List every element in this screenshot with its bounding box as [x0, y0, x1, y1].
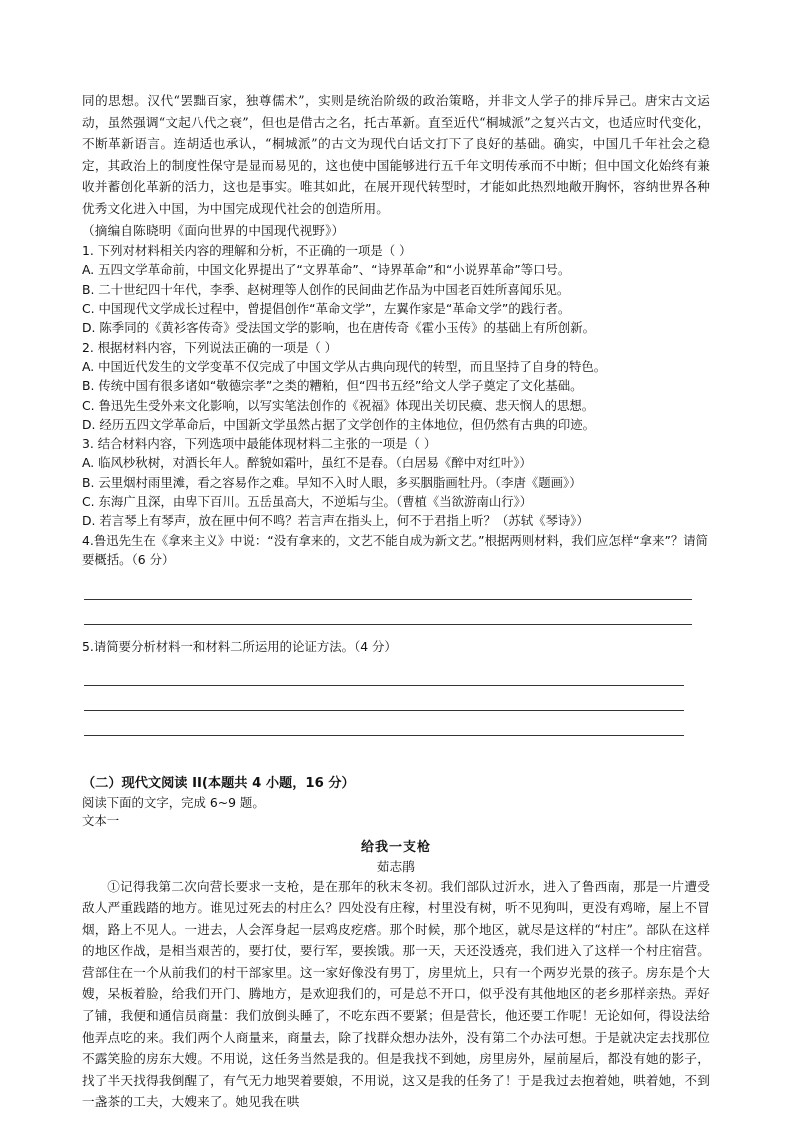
option-d: D. 陈季同的《黄衫客传奇》受法国文学的影响，也在唐传奇《霍小玉传》的基础上有所创新。	[82, 320, 596, 336]
question-2	[82, 338, 710, 434]
option-b: B. 二十世纪四十年代，李季、赵树理等人创作的民间曲艺作品为中国老百姓所喜闻乐见。	[82, 281, 570, 297]
passage-attribution: （摘编自陈晓明《面向世界的中国现代视野》）	[82, 222, 345, 238]
answer-lines-q4	[82, 575, 710, 625]
question-3	[82, 434, 710, 530]
passage-tail	[82, 90, 710, 241]
answer-line[interactable]	[84, 711, 684, 736]
question-5	[82, 637, 710, 656]
question-stem: 2. 根据材料内容，下列说法正确的一项是（ ）	[82, 339, 338, 355]
question-stem: 1. 下列对材料相关内容的理解和分析，不正确的一项是（ ）	[82, 243, 412, 259]
passage-tail-text: 同的思想。汉代“罢黜百家，独尊儒术”，实则是统治阶级的政治策略，并非文人学子的排斥异己。唐宋古文运动，虽然强调“文起八代之衰”，但也是借古之名，托古革新。直至近代“桐城派”之复兴古文，也适应时代变化，不断革新语言。连胡适也承认，“桐城派”的古文为现代白话文打下了良好的基础。确实，中国几千年社会之稳定，其政治上的制度性保守是显而易见的，这也使中国能够进行五千年文明传承而不中断；但中国文化始终有兼收并蓄创化革新的活力，这也是事实。唯其如此，在展开现代转型时，才能如此热烈地敞开胸怀，容纳世界各种优秀文化进入中国，为中国完成现代社会的创造所用。	[82, 93, 710, 216]
answer-line[interactable]	[84, 661, 684, 686]
article-paragraph: ①记得我第二次向营长要求一支枪，是在那年的秋末冬初。我们部队过沂水，进入了鲁西南，那是一片遭受敌人严重践踏的地方。谁见过死去的村庄么？四处没有庄稼，村里没有树，听不见狗叫，更没有鸡啼，屋上不冒烟，路上不见人。一进去，人会浑身起一层鸡皮疙瘩。那个时候，那个地区，就尽是这样的“村庄”。部队在这样的地区作战，是相当艰苦的，要打仗，要行军，要挨饿。那一天，天还没透亮，我们进入了这样一个村庄宿营。营部住在一个从前我们的村干部家里。这一家好像没有男丁，房里炕上，只有一个两岁光景的孩子。房东是个大嫂，呆板着脸，给我们开门、腾地方，是欢迎我们的，可是总不开口，似乎没有其他地区的老乡那样亲热。弄好了铺，我便和通信员商量：我们放倒头睡了，不吃东西不要紧；但是营长，他还要工作呢！无论如何，得设法给他弄点吃的来。我们两个人商量来，商量去，除了找群众想办法外，没有第二个办法可想。于是就决定去找那位不露笑脸的房东大嫂。不用说，这任务当然是我的。但是我找不到她，房里房外，屋前屋后，都没有她的影子，找了半天找得我倒醒了，有气无力地哭着要娘，不用说，这又是我的任务了！于是我过去抱着她，哄着她，不到一盏茶的工夫，大嫂来了。她见我在哄	[82, 878, 710, 1110]
question-1	[82, 241, 710, 337]
text-label: 文本一	[82, 812, 120, 828]
answer-line[interactable]	[84, 686, 684, 711]
section-title: （二）现代文阅读 II(本题共 4 小题，16 分）	[82, 775, 355, 791]
article-author: 茹志鹃	[376, 858, 416, 874]
option-a: A. 中国近代发生的文学变革不仅完成了中国文学从古典向现代的转型，而且坚持了自身的特色。	[82, 358, 607, 374]
article	[82, 838, 710, 1114]
section-instruction: 阅读下面的文字，完成 6~9 题。	[82, 794, 265, 810]
option-d: D. 若言琴上有琴声，放在匣中何不鸣？若言声在指头上，何不于君指上听？（苏轼《琴诗》）	[82, 513, 589, 529]
document-page	[82, 90, 710, 1113]
article-title: 给我一支枪	[360, 839, 431, 855]
question-stem: 5.请简要分析材料一和材料二所运用的论证方法。（4 分）	[82, 639, 397, 655]
option-b: B. 云里烟村雨里滩，看之容易作之难。早知不入时人眼，多买胭脂画牡丹。（李唐《题画》）	[82, 474, 582, 490]
answer-line[interactable]	[84, 600, 692, 625]
question-stem: 3. 结合材料内容，下列选项中最能体现材料二主张的一项是（ ）	[82, 436, 437, 452]
answer-line[interactable]	[84, 575, 692, 600]
option-b: B. 传统中国有很多诸如“敬德宗孝”之类的糟粕，但“四书五经”给文人学子奠定了文化基础。	[82, 378, 583, 394]
option-d: D. 经历五四文学革命后，中国新文学虽然占据了文学创作的主体地位，但仍然有古典的印迹。	[82, 416, 596, 432]
question-4	[82, 531, 710, 570]
option-a: A. 五四文学革命前，中国文化界提出了“文界革命”、“诗界革命”和“小说界革命”等口号。	[82, 262, 571, 278]
answer-lines-q5	[82, 661, 710, 736]
option-c: C. 鲁迅先生受外来文化影响，以写实笔法创作的《祝福》体现出关切民瘼、悲天悯人的思想。	[82, 397, 595, 413]
option-c: C. 东海广且深，由卑下百川。五岳虽高大，不逆垢与尘。（曹植《当欲游南山行》）	[82, 494, 533, 510]
option-a: A. 临风杪秋树，对酒长年人。醉貌如霜叶，虽红不是春。（白居易《醉中对红叶》）	[82, 455, 532, 471]
question-stem: 4.鲁迅先生在《拿来主义》中说：“没有拿来的，文艺不能自成为新文艺。”根据两则材料，我们应怎样“拿来”？请简要概括。（6 分）	[82, 532, 709, 567]
option-c: C. 中国现代文学成长过程中，曾提倡创作“革命文学”，左翼作家是“革命文学”的践行者。	[82, 301, 571, 317]
